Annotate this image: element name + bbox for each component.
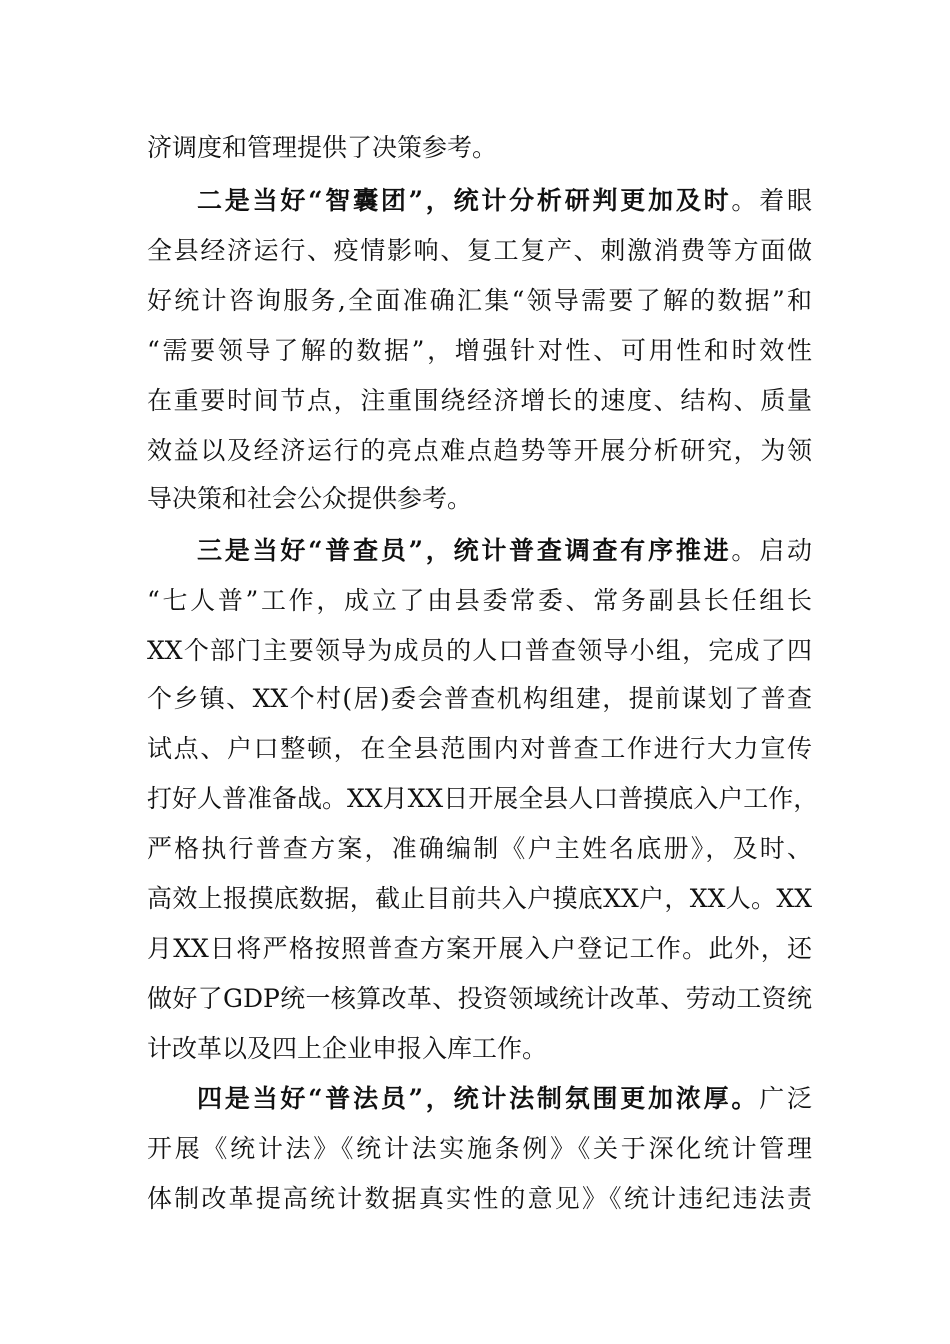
text-run: 开展《统计法》《统计法实施条例》《关于深化统计管理 <box>147 1134 812 1163</box>
paragraph-3-line-1 <box>197 531 812 571</box>
paragraph-3-line-7 <box>147 829 812 869</box>
paragraph-2-line-4 <box>147 331 812 371</box>
paragraph-3-line-6 <box>147 779 819 819</box>
text-run: 严格执行普查方案，准确编制《户主姓名底册》，及时、 <box>147 834 812 863</box>
text-run: “需要领导了解的数据”，增强针对性、可用性和时效性 <box>147 336 812 365</box>
text-run: XX个部门主要领导为成员的人口普查领导小组，完成了四 <box>147 636 812 665</box>
text-run: 济调度和管理提供了决策参考。 <box>147 133 498 162</box>
paragraph-2-line-7 <box>147 479 812 519</box>
text-run: 。启动 <box>731 536 812 565</box>
paragraph-4-line-3 <box>147 1179 812 1219</box>
paragraph-4-line-1 <box>197 1079 812 1119</box>
paragraph-3-line-8 <box>147 879 812 919</box>
text-run: 广泛 <box>759 1084 812 1113</box>
paragraph-2-line-2 <box>147 231 812 271</box>
text-run: 在重要时间节点，注重围绕经济增长的速度、结构、质量 <box>147 386 812 415</box>
text-run: 计改革以及四上企业申报入库工作。 <box>147 1034 548 1063</box>
paragraph-3-line-2 <box>147 581 812 621</box>
text-run: 好统计咨询服务,全面准确汇集“领导需要了解的数据”和 <box>147 286 812 315</box>
paragraph-2-line-5 <box>147 381 812 421</box>
text-run: 导决策和社会公众提供参考。 <box>147 484 473 513</box>
text-run: 试点、户口整顿，在全县范围内对普查工作进行大力宣传 <box>147 734 812 763</box>
paragraph-3-line-5 <box>147 729 812 769</box>
paragraph-2-line-3 <box>147 281 812 321</box>
paragraph-2-line-6 <box>147 431 812 471</box>
paragraph-3-line-11 <box>147 1029 812 1069</box>
paragraph-4-line-2 <box>147 1129 812 1169</box>
text-run: 高效上报摸底数据，截止目前共入户摸底XX户，XX人。XX <box>147 884 812 913</box>
text-run: 全县经济运行、疫情影响、复工复产、刺激消费等方面做 <box>147 236 812 265</box>
text-run: 。着眼 <box>731 186 812 215</box>
paragraph-4-heading: 四是当好“普法员”，统计法制氛围更加浓厚。 <box>197 1084 760 1113</box>
text-run: 个乡镇、XX个村(居)委会普查机构组建，提前谋划了普查 <box>147 684 812 713</box>
paragraph-2-line-1 <box>197 181 812 221</box>
paragraph-3-line-3 <box>147 631 812 671</box>
text-run: 做好了GDP统一核算改革、投资领域统计改革、劳动工资统 <box>147 984 812 1013</box>
paragraph-2-heading: 二是当好“智囊团”，统计分析研判更加及时 <box>197 186 732 215</box>
paragraph-3-line-9 <box>147 929 812 969</box>
text-run: 体制改革提高统计数据真实性的意见》《统计违纪违法责 <box>147 1184 812 1213</box>
text-run: “七人普”工作，成立了由县委常委、常务副县长任组长 <box>147 586 812 615</box>
text-run: 打好人普准备战。XX月XX日开展全县人口普摸底入户工作， <box>147 784 819 813</box>
paragraph-3-line-10 <box>147 979 812 1019</box>
text-run: 月XX日将严格按照普查方案开展入户登记工作。此外，还 <box>147 934 812 963</box>
paragraph-3-heading: 三是当好“普查员”，统计普查调查有序推进 <box>197 536 732 565</box>
paragraph-3-line-4 <box>147 679 812 719</box>
paragraph-1-line-1 <box>147 128 812 168</box>
text-run: 效益以及经济运行的亮点难点趋势等开展分析研究，为领 <box>147 436 812 465</box>
